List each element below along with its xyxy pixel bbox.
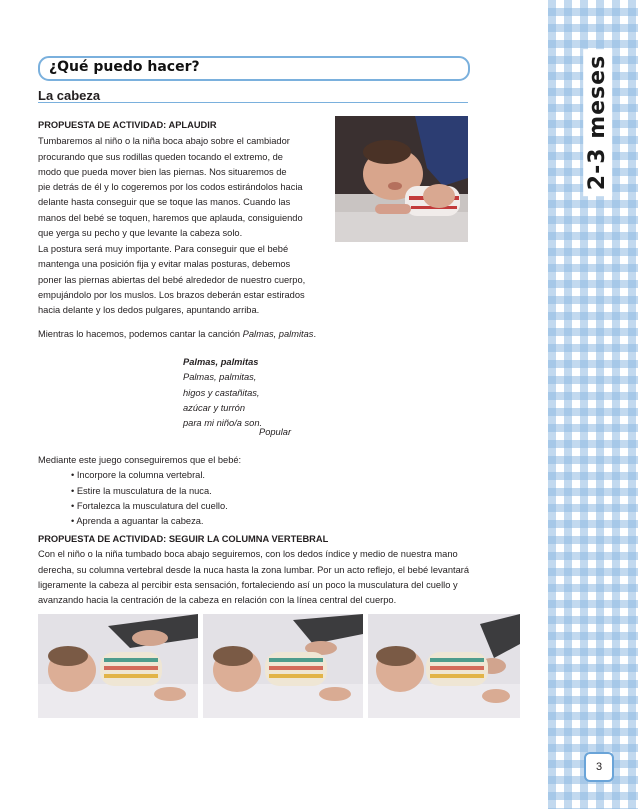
paragraph-line: pie detrás de él y lo cogeremos por los codos estirándolos hacia: [38, 182, 303, 193]
paragraph-line: Con el niño o la niña tumbado boca abajo seguiremos, con los dedos índice y medio de nuestra mano: [38, 549, 458, 560]
paragraph-line: manos del bebé se toquen, haremos que aplauda, consiguiendo: [38, 212, 303, 223]
song-title: Palmas, palmitas: [183, 357, 259, 367]
list-item: • Estire la musculatura de la nuca.: [71, 485, 212, 496]
song-attribution: Popular: [259, 427, 292, 437]
section-title: ¿Qué puedo hacer?: [49, 59, 200, 75]
age-range-text: 2-3 meses: [584, 48, 613, 195]
song-intro: [38, 327, 316, 342]
spine-tracing-photo-3: [368, 614, 520, 718]
paragraph-line: Tumbaremos al niño o la niña boca abajo sobre el cambiador: [38, 136, 290, 147]
list-item: • Fortalezca la musculatura del cuello.: [71, 500, 228, 511]
paragraph-line: derecha, su columna vertebral desde la nuca hasta la zona lumbar. Por un acto reflejo, el bebé levantará: [38, 564, 470, 575]
activity1-posture-paragraph: [38, 242, 305, 318]
list-item: • Aprenda a aguantar la cabeza.: [71, 516, 204, 527]
paragraph-line: modo que pueda mover bien las piernas. Nos situaremos de: [38, 166, 287, 177]
activity1-block: [38, 118, 303, 241]
age-range-label: [578, 54, 618, 190]
song-intro-title: Palmas, palmitas: [242, 329, 314, 339]
song-line: para mi niño/a son.: [183, 418, 263, 429]
song-line: Palmas, palmitas,: [183, 372, 257, 383]
spine-tracing-photo-2: [203, 614, 363, 718]
song-intro-end: .: [313, 329, 317, 339]
paragraph-line: delante hasta conseguir que se toque las manos. Cuando las: [38, 197, 291, 208]
activity2-block: [38, 532, 469, 608]
header-divider: [38, 102, 468, 103]
activity1-title: PROPUESTA DE ACTIVIDAD: APLAUDIR: [38, 120, 217, 130]
paragraph-line: La postura será muy importante. Para conseguir que el bebé: [38, 244, 289, 254]
song-line: azúcar y turrón: [183, 402, 246, 413]
paragraph-line: mantenga una posición fija y evitar malas posturas, debemos: [38, 259, 291, 270]
benefits-block: [38, 453, 241, 529]
paragraph-line: avanzando hacia la centración de la cabeza en relación con la línea central del cuerpo.: [38, 595, 397, 606]
song-intro-text: Mientras lo hacemos, podemos cantar la canción: [38, 329, 243, 339]
activity2-title: PROPUESTA DE ACTIVIDAD: SEGUIR LA COLUMNA VERTEBRAL: [38, 534, 329, 544]
paragraph-line: poner las piernas abiertas del bebé alrededor de nuestro cuerpo,: [38, 274, 306, 285]
section-header: [38, 56, 470, 81]
subsection-title: La cabeza: [38, 88, 101, 103]
spine-tracing-photo-1: [38, 614, 198, 718]
paragraph-line: empujándolo por los muslos. Los brazos deberán estar estirados: [38, 289, 305, 300]
paragraph-line: que yerga su pecho y que levante la cabeza solo.: [38, 228, 243, 239]
paragraph-line: hacia delante y los dedos pulgares, apuntando arriba.: [38, 305, 260, 316]
benefits-intro: Mediante este juego conseguiremos que el bebé:: [38, 455, 242, 465]
page-number: 3: [584, 752, 614, 782]
paragraph-line: procurando que sus rodillas queden tocando el extremo, de: [38, 151, 283, 162]
song-verse: [183, 355, 262, 431]
baby-clapping-photo: [335, 116, 468, 242]
paragraph-line: ligeramente la cabeza al percibir esta sensación, fortaleciendo así un poco la musculatura del cuello y: [38, 579, 458, 590]
list-item: • Incorpore la columna vertebral.: [71, 470, 205, 481]
song-line: higos y castañitas,: [183, 387, 260, 398]
